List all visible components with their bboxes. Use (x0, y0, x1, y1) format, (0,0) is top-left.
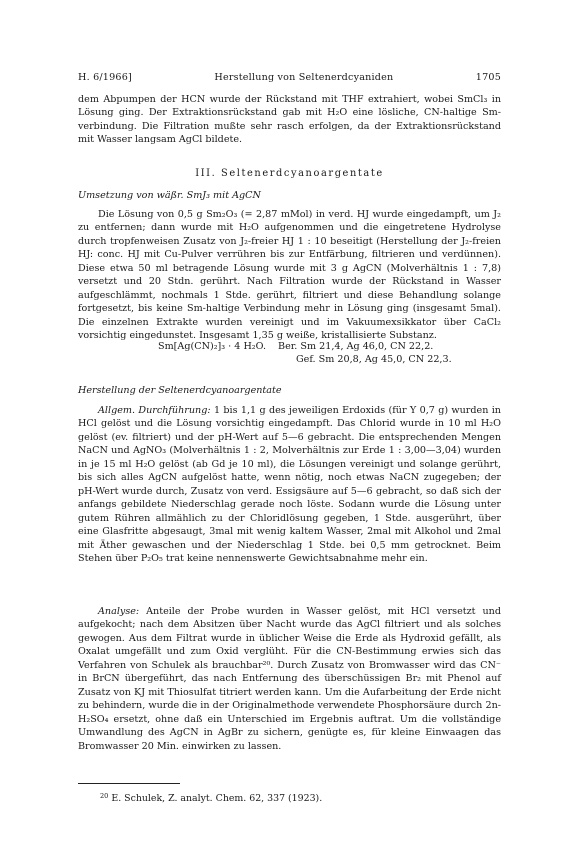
footnote-text: E. Schulek, Z. analyt. Chem. 62, 337 (1923). (111, 793, 323, 804)
header-title: Herstellung von Seltenerdcyaniden (214, 72, 394, 83)
footnote (100, 793, 500, 804)
footnote-number: 20 (100, 792, 109, 801)
paragraph-general-procedure (78, 404, 501, 565)
section-title: III. Seltenerdcyanoargentate (195, 168, 384, 179)
analysis-block (158, 340, 452, 367)
analysis-gef-label: Gef. (296, 354, 316, 366)
analysis-formula: Sm[Ag(CN)₂]₃ · 4 H₂O. (158, 341, 267, 352)
general-procedure-lead: Allgem. Durchführung: (98, 405, 211, 416)
analysis-text: Anteile der Probe wurden in Wasser gelöst, mit HCl versetzt und aufgekocht; nach dem Absitzen über Nacht wurde das AgCl filtriert und als solches gewogen. Aus dem Filtrat wurde in üblicher Weise die Erde als Hydroxid gefällt, als Oxalat umgefällt und zum Oxid verglüht. Für die CN-Bestimmung erwies sich das Verfahren von Schulek als brauchbar²⁰. Durch Zusatz von Bromwasser wird das CN⁻ in BrCN übergeführt, das nach Entfernung des überschüssigen Br₂ mit Phenol auf Zusatz von KJ mit Thiosulfat titriert werden kann. Um die Aufarbeitung der Erde nicht zu behindern, wurde die in der Originalmethode verwendete Phosphorsäure durch 2n-H₂SO₄ ersetzt, ohne daß ein Unterschied im Ergebnis auftrat. Um die vollständige Umwandlung des AgCN in AgBr zu sichern, genügte es, für kleine Einwaagen das Bromwasser 20 Min. einwirken zu lassen. (78, 606, 501, 752)
analysis-lead: Analyse: (98, 606, 140, 617)
paragraph-smj3-procedure: Die Lösung von 0,5 g Sm₂O₃ (= 2,87 mMol) in verd. HJ wurde eingedampft, um J₂ zu entfernen; dann wurde mit H₂O aufgenommen und die eingetretene Hydrolyse durch tropfenweisen Zusatz von J₂-freier HJ 1 : 10 beseitigt (Herstellung der J₂-freien HJ: conc. HJ mit Cu-Pulver verrühren bis zur Entfärbung, filtrieren und verdünnen). Diese etwa 50 ml betragende Lösung wurde mit 3 g AgCN (Molverhältnis 1 : 7,8) versetzt und 20 Stdn. gerührt. Nach Filtration wurde der Rückstand in Wasser aufgeschlämmt, nochmals 1 Stde. gerührt, filtriert und diese Behandlung solange fortgesetzt, bis keine Sm-haltige Verbindung mehr in Lösung ging (insgesamt 5mal). Die einzelnen Extrakte wurden vereinigt und im Vakuumexsikkator über CaCl₂ vorsichtig eingedunstet. Insgesamt 1,35 g weiße, kristallisierte Substanz. (78, 209, 501, 342)
footnote-divider (78, 783, 180, 784)
header-issue: H. 6/1966] (78, 72, 132, 83)
paragraph-analysis (78, 605, 501, 753)
analysis-ber-label: Ber. (278, 341, 298, 352)
subheading-smj3: Umsetzung von wäßr. SmJ₃ mit AgCN (78, 190, 261, 201)
analysis-ber-values: Sm 21,4, Ag 46,0, CN 22,2. (300, 341, 434, 352)
analysis-gef-values: Sm 20,8, Ag 45,0, CN 22,3. (318, 354, 452, 366)
paragraph-intro: dem Abpumpen der HCN wurde der Rückstand mit THF extrahiert, wobei SmCl₃ in Lösung ging. Der Extraktionsrückstand gab mit H₂O eine lösliche, CN-haltige Sm-verbindung. Die Filtration mußte sehr rasch erfolgen, da der Extraktionsrückstand mit Wasser langsam AgCl bildete. (78, 94, 501, 146)
general-procedure-text: 1 bis 1,1 g des jeweiligen Erdoxids (für Y 0,7 g) wurden in HCl gelöst und die Lösung vorsichtig eingedampft. Das Chlorid wurde in 10 ml H₂O gelöst (ev. filtriert) und der pH-Wert auf 5—6 gebracht. Die entsprechenden Mengen NaCN und AgNO₃ (Molverhältnis 1 : 2, Molverhältnis zur Erde 1 : 3,00—3,04) wurden in je 15 ml H₂O gelöst (ab Gd je 10 ml), die Lösungen vereinigt und solange gerührt, bis sich alles AgCN aufgelöst hatte, wenn nötig, noch etwas NaCN zugegeben; der pH-Wert wurde durch, Zusatz von verd. Essigsäure auf 5—6 gebracht, so daß sich der anfangs gebildete Niederschlag gerade noch löste. Sodann wurde die Lösung unter gutem Rühren allmählich zu der Chloridlösung gegeben, 1 Stde. ausgerührt, über eine Glasfritte abgesaugt, 3mal mit wenig kaltem Wasser, 2mal mit Alkohol und 2mal mit Äther gewaschen und der Niederschlag 1 Stde. bei 0,5 mm getrocknet. Beim Stehen über P₂O₅ trat keine nennenswerte Gewichtsabnahme mehr ein. (78, 405, 501, 564)
running-header (78, 72, 501, 83)
header-page-number: 1705 (475, 72, 501, 83)
subheading-preparation: Herstellung der Seltenerdcyanoargentate (78, 385, 282, 396)
